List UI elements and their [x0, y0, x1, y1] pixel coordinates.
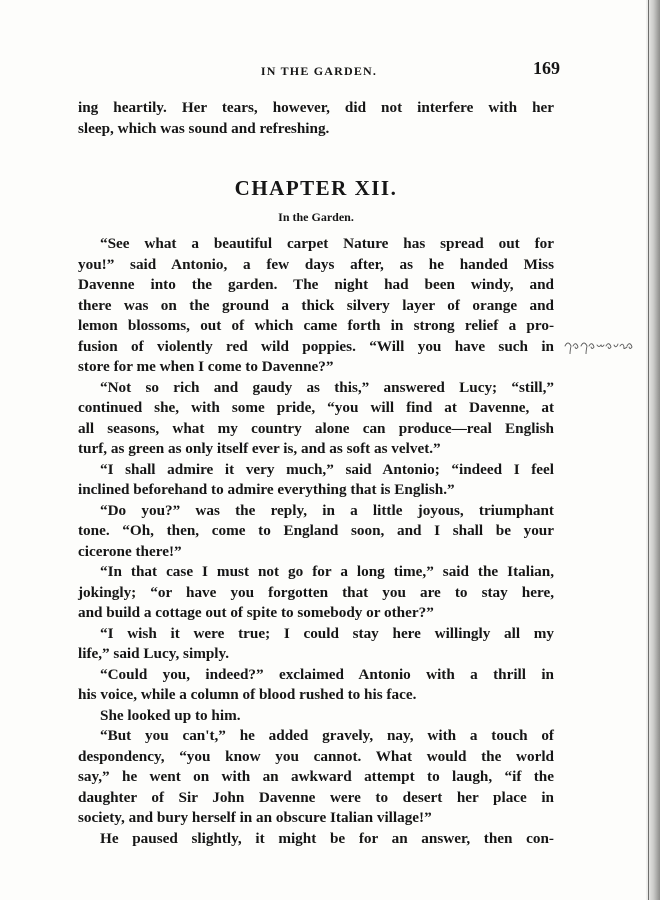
handwritten-margin-note — [563, 334, 643, 354]
text-line: there was on the ground a thick silvery layer of orange and — [78, 296, 554, 314]
text-line: “Not so rich and gaudy as this,” answered Lucy; “still,” — [100, 378, 554, 396]
text-line: despondency, “you know you cannot. What would the world — [78, 747, 554, 765]
text-line: lemon blossoms, out of which came forth in strong relief a pro- — [78, 317, 554, 334]
text-line: turf, as green as only itself ever is, and as soft as velvet.” — [78, 440, 441, 457]
text-line: “In that case I must not go for a long time,” said the Italian, — [100, 563, 554, 580]
text-line: fusion of violently red wild poppies. “Will you have such in — [78, 337, 554, 355]
text-line: “I wish it were true; I could stay here willingly all my — [100, 624, 554, 642]
text-line: She looked up to him. — [100, 706, 241, 724]
text-line: “I shall admire it very much,” said Antonio; “indeed I feel — [100, 460, 554, 478]
text-line: “But you can't,” he added gravely, nay, with a touch of — [100, 727, 554, 744]
text-line: you!” said Antonio, a few days after, as he handed Miss — [78, 255, 554, 273]
text-line: society, and bury herself in an obscure Italian village!” — [78, 809, 432, 826]
text-line: say,” he went on with an awkward attempt to laugh, “if the — [78, 768, 554, 785]
text-line: life,” said Lucy, simply. — [78, 645, 230, 662]
text-line: all seasons, what my country alone can produce—real English — [78, 419, 554, 437]
text-line: inclined beforehand to admire everything that is English.” — [78, 481, 455, 498]
opening-paragraph — [78, 98, 554, 139]
text-line: “Could you, indeed?” exclaimed Antonio with a thrill in — [100, 665, 554, 683]
page-number: 169 — [533, 58, 560, 78]
text-line: “See what a beautiful carpet Nature has spread out for — [100, 235, 554, 252]
running-head: IN THE GARDEN. — [260, 64, 378, 78]
text-line: ing heartily. Her tears, however, did not interfere with her — [78, 99, 554, 116]
text-line: sleep, which was sound and refreshing. — [78, 119, 330, 137]
text-line: tone. “Oh, then, come to England soon, and I shall be your — [78, 522, 554, 539]
text-line: store for me when I come to Davenne?” — [78, 358, 334, 375]
text-line: jokingly; “or have you forgotten that you are to stay here, — [78, 583, 554, 601]
text-line: He paused slightly, it might be for an answer, then con- — [100, 829, 554, 847]
page-edge-line — [648, 0, 649, 900]
text-line: “Do you?” was the reply, in a little joyous, triumphant — [100, 501, 554, 519]
text-line: and build a cottage out of spite to somebody or other?” — [78, 604, 434, 621]
text-line: continued she, with some pride, “you will find at Davenne, at — [78, 399, 554, 416]
text-line: daughter of Sir John Davenne were to desert her place in — [78, 788, 554, 806]
text-line: Davenne into the garden. The night had been windy, and — [78, 276, 554, 293]
chapter-title: CHAPTER XII. — [234, 176, 398, 200]
chapter-subtitle: In the Garden. — [278, 210, 354, 224]
page-header — [78, 58, 560, 82]
text-line: his voice, while a column of blood rushed to his face. — [78, 686, 417, 703]
text-line: cicerone there!” — [78, 542, 182, 560]
chapter-body — [78, 234, 554, 849]
